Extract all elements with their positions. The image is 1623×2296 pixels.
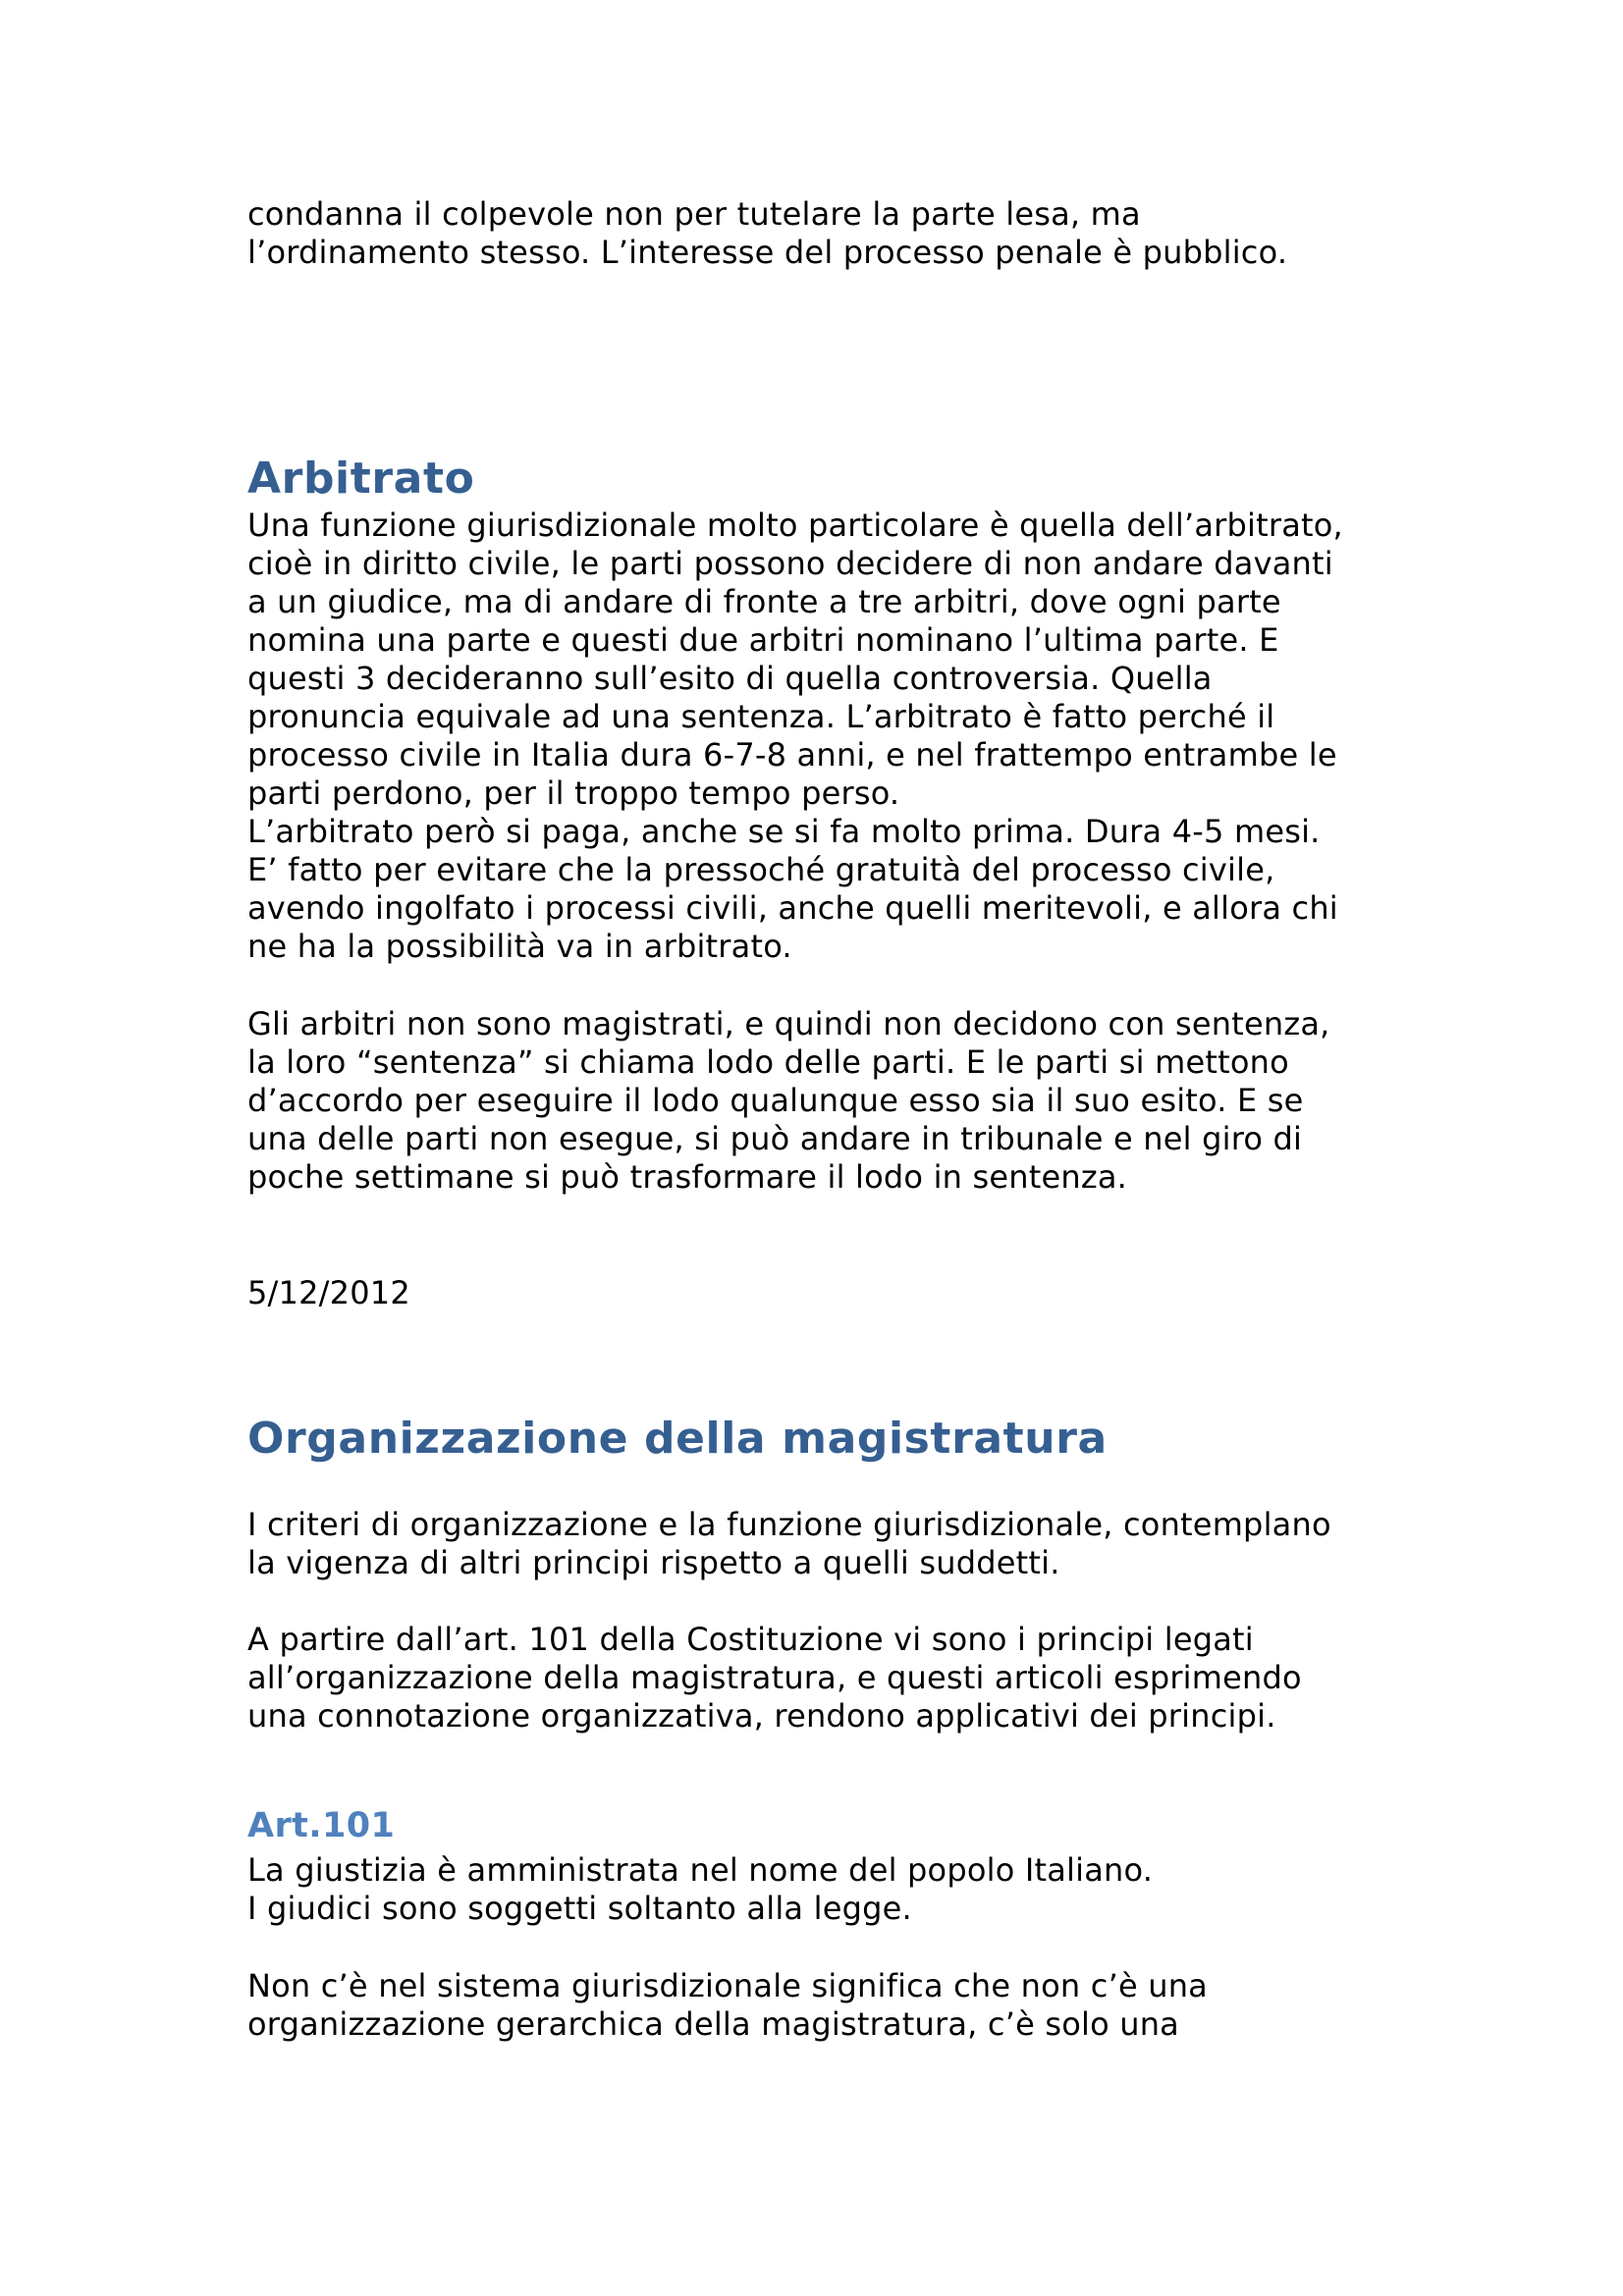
- paragraph-line: organizzazione gerarchica della magistratura, c’è solo una: [247, 2005, 1179, 2043]
- paragraph-line: I giudici sono soggetti soltanto alla legge.: [247, 1890, 912, 1927]
- paragraph-line: d’accordo per eseguire il lodo qualunque esso sia il suo esito. E se: [247, 1082, 1304, 1119]
- paragraph-line: la loro “sentenza” si chiama lodo delle parti. E le parti si mettono: [247, 1043, 1289, 1081]
- paragraph-line: nomina una parte e questi due arbitri nominano l’ultima parte. E: [247, 621, 1279, 659]
- paragraph-line: ne ha la possibilità va in arbitrato.: [247, 928, 792, 965]
- paragraph-line: la vigenza di altri principi rispetto a quelli suddetti.: [247, 1544, 1060, 1581]
- paragraph-line: Una funzione giurisdizionale molto particolare è quella dell’arbitrato,: [247, 507, 1343, 544]
- paragraph-line: Non c’è nel sistema giurisdizionale significa che non c’è una: [247, 1967, 1208, 2004]
- date-label: 5/12/2012: [247, 1274, 410, 1311]
- heading-organizzazione: Organizzazione della magistratura: [247, 1414, 1108, 1464]
- intro-line: l’ordinamento stesso. L’interesse del processo penale è pubblico.: [247, 234, 1288, 271]
- paragraph-line: E’ fatto per evitare che la pressoché gratuità del processo civile,: [247, 851, 1275, 888]
- paragraph-line: processo civile in Italia dura 6-7-8 anni, e nel frattempo entrambe le: [247, 736, 1337, 774]
- paragraph-line: L’arbitrato però si paga, anche se si fa molto prima. Dura 4-5 mesi.: [247, 813, 1321, 850]
- heading-arbitrato: Arbitrato: [247, 454, 475, 504]
- paragraph-line: una connotazione organizzativa, rendono applicativi dei principi.: [247, 1697, 1276, 1735]
- paragraph-line: una delle parti non esegue, si può andare in tribunale e nel giro di: [247, 1120, 1303, 1157]
- paragraph-line: Gli arbitri non sono magistrati, e quindi non decidono con sentenza,: [247, 1005, 1330, 1042]
- paragraph-line: avendo ingolfato i processi civili, anche quelli meritevoli, e allora chi: [247, 889, 1338, 927]
- paragraph-line: pronuncia equivale ad una sentenza. L’arbitrato è fatto perché il: [247, 698, 1275, 735]
- paragraph-line: all’organizzazione della magistratura, e questi articoli esprimendo: [247, 1659, 1302, 1696]
- paragraph-line: questi 3 decideranno sull’esito di quella controversia. Quella: [247, 660, 1213, 697]
- paragraph-line: I criteri di organizzazione e la funzione giurisdizionale, contemplano: [247, 1506, 1331, 1543]
- paragraph-line: a un giudice, ma di andare di fronte a tre arbitri, dove ogni parte: [247, 583, 1281, 620]
- paragraph-line: cioè in diritto civile, le parti possono decidere di non andare davanti: [247, 545, 1333, 582]
- paragraph-line: poche settimane si può trasformare il lodo in sentenza.: [247, 1158, 1128, 1196]
- paragraph-line: A partire dall’art. 101 della Costituzione vi sono i principi legati: [247, 1621, 1254, 1658]
- heading-art101: Art.101: [247, 1806, 396, 1845]
- intro-line: condanna il colpevole non per tutelare la parte lesa, ma: [247, 195, 1141, 233]
- paragraph-line: parti perdono, per il troppo tempo perso.: [247, 774, 900, 812]
- paragraph-line: La giustizia è amministrata nel nome del popolo Italiano.: [247, 1851, 1154, 1889]
